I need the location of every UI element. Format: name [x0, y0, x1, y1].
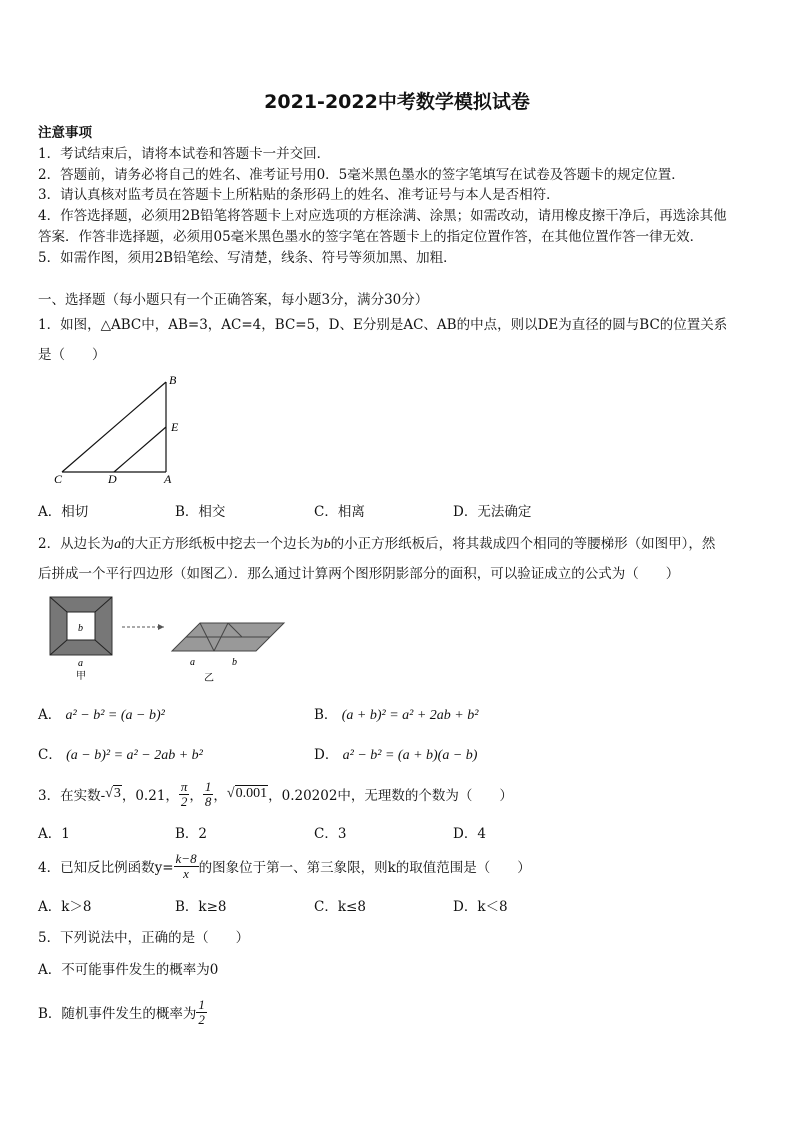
- q5-option-a: A．不可能事件发生的概率为0: [38, 962, 219, 978]
- fig-label-d: D: [108, 472, 117, 485]
- q3-option-a: A．1: [38, 826, 70, 842]
- q3-stem: 3．在实数- √3 ，0.21， $\frac{\pi}{2}$ ， $\frac{1}{8}$ ， √0.001 ，0.20202中，无理数的个数为（ ）: [38, 778, 513, 809]
- q2-option-d: D． a² − b² = (a + b)(a − b): [314, 747, 478, 763]
- section-heading: 一、选择题（每小题只有一个正确答案，每小题3分，满分30分）: [38, 292, 429, 308]
- q2-option-a: A． a² − b² = (a − b)²: [38, 707, 165, 723]
- q4-option-c: C．k≤8: [314, 899, 366, 915]
- fig-label-c: C: [54, 472, 63, 485]
- q4-option-b: B．k≥8: [175, 899, 227, 915]
- q1-option-a: A．相切: [38, 504, 89, 520]
- q3-option-d: D．4: [453, 826, 486, 842]
- fig-jia-caption: 甲: [76, 671, 86, 682]
- k-minus-8-over-x: $\frac{k-8}{x}$: [175, 850, 197, 881]
- fig-jia-label-a: a: [78, 658, 83, 669]
- q2-option-b: B． (a + b)² = a² + 2ab + b²: [314, 707, 479, 723]
- fig-label-e: E: [171, 420, 179, 434]
- notice-item-3: 3．请认真核对监考员在答题卡上所粘贴的条形码上的姓名、准考证号与本人是否相符．: [38, 187, 560, 203]
- pi-over-2: $\frac{\pi}{2}$: [180, 778, 188, 809]
- q5-option-b: B．随机事件发生的概率为 $\frac{1}{2}$: [38, 996, 205, 1027]
- q3-option-b: B．2: [175, 826, 208, 842]
- fig-label-a: A: [164, 472, 172, 485]
- notice-item-4-cont: 答案．作答非选择题，必须用05毫米黑色墨水的签字笔在答题卡上的指定位置作答，在其他位置作答一律无效．: [38, 229, 704, 245]
- one-over-8: $\frac{1}{8}$: [204, 778, 212, 809]
- notice-item-2: 2．答题前，请务必将自己的姓名、准考证号用0．5毫米黑色墨水的签字笔填写在试卷及答题卡的规定位置．: [38, 167, 685, 183]
- q1-stem-cont: 是（ ）: [38, 347, 106, 363]
- fig-jia-label-b: b: [78, 623, 83, 634]
- q2-stem: 2．从边长为a的大正方形纸板中挖去一个边长为b的小正方形纸板后，将其裁成四个相同的等腰梯形（如图甲），然: [38, 536, 716, 552]
- notice-item-4: 4．作答选择题，必须用2B铅笔将答题卡上对应选项的方框涂满、涂黑；如需改动，请用橡皮擦干净后，再选涂其他: [38, 208, 727, 224]
- q4-stem: 4．已知反比例函数y= $\frac{k-8}{x}$ 的图象位于第一、第三象限，则k的取值范围是（ ）: [38, 850, 531, 881]
- notice-heading: 注意事项: [38, 125, 92, 141]
- q2-figure: [40, 593, 300, 685]
- fig-yi-caption: 乙: [204, 673, 214, 684]
- fig-yi-label-b: b: [232, 657, 237, 668]
- fig-label-b: B: [169, 373, 177, 387]
- one-half: $\frac{1}{2}$: [198, 996, 205, 1027]
- q1-option-d: D．无法确定: [453, 504, 532, 520]
- q5-stem: 5．下列说法中，正确的是（ ）: [38, 930, 250, 946]
- q2-option-c: C． (a − b)² = a² − 2ab + b²: [38, 747, 203, 763]
- notice-item-1: 1．考试结束后，请将本试卷和答题卡一并交回．: [38, 146, 331, 162]
- q3-option-c: C．3: [314, 826, 347, 842]
- page-title: 2021-2022中考数学模拟试卷: [264, 91, 530, 113]
- notice-item-5: 5．如需作图，须用2B铅笔绘、写清楚，线条、符号等须加黑、加粗．: [38, 250, 457, 266]
- fig-yi-label-a: a: [190, 657, 195, 668]
- q2-stem-cont: 后拼成一个平行四边形（如图乙）．那么通过计算两个图形阴影部分的面积，可以验证成立的公式为（ ）: [38, 566, 680, 582]
- q4-option-a: A．k＞8: [38, 899, 92, 915]
- q1-option-b: B．相交: [175, 504, 226, 520]
- q1-triangle-figure: [50, 370, 190, 485]
- q4-option-d: D．k＜8: [453, 899, 508, 915]
- q1-option-c: C．相离: [314, 504, 365, 520]
- q1-stem: 1．如图，△ABC中，AB=3，AC=4，BC=5，D、E分别是AC、AB的中点，则以DE为直径的圆与BC的位置关系: [38, 317, 728, 333]
